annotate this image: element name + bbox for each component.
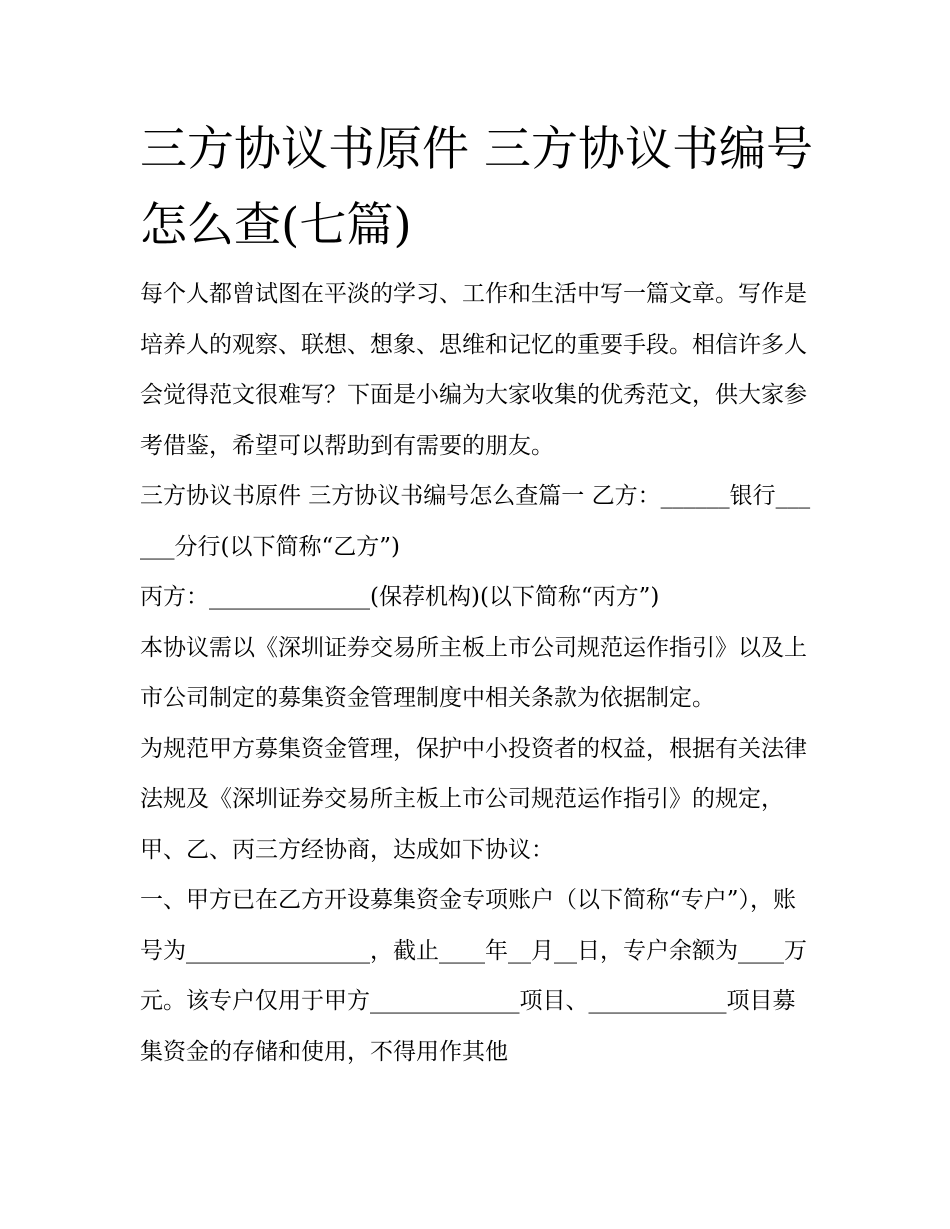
paragraph-basis: 本协议需以《深圳证券交易所主板上市公司规范运作指引》以及上市公司制定的募集资金管理制度中相关条款为依据制定。 — [140, 634, 807, 711]
document-title: 三方协议书原件 三方协议书编号怎么查(七篇) — [140, 122, 813, 253]
paragraph-purpose: 为规范甲方募集资金管理，保护中小投资者的权益，根据有关法律法规及《深圳证券交易所主板上市公司规范运作指引》的规定，甲、乙、丙三方经协商，达成如下协议： — [140, 735, 807, 863]
paragraph-clause-one: 一、甲方已在乙方开设募集资金专项账户（以下简称“专户”），账号为________________，截止____年__月__日，专户余额为____万元。该专户仅用于甲方_____________项目、____________项目募集资金的存储和使用，不得用作其他 — [140, 887, 807, 1065]
paragraph-intro: 每个人都曾试图在平淡的学习、工作和生活中写一篇文章。写作是培养人的观察、联想、想象、思维和记忆的重要手段。相信许多人会觉得范文很难写？下面是小编为大家收集的优秀范文，供大家参考借鉴，希望可以帮助到有需要的朋友。 — [140, 281, 807, 459]
document-page — [140, 112, 815, 1077]
paragraph-party-c: 丙方：______________(保荐机构)(以下简称“丙方”) — [140, 584, 660, 610]
paragraph-party-b: 三方协议书原件 三方协议书编号怎么查篇一 乙方：______银行______分行(以下简称“乙方”) — [140, 483, 811, 560]
